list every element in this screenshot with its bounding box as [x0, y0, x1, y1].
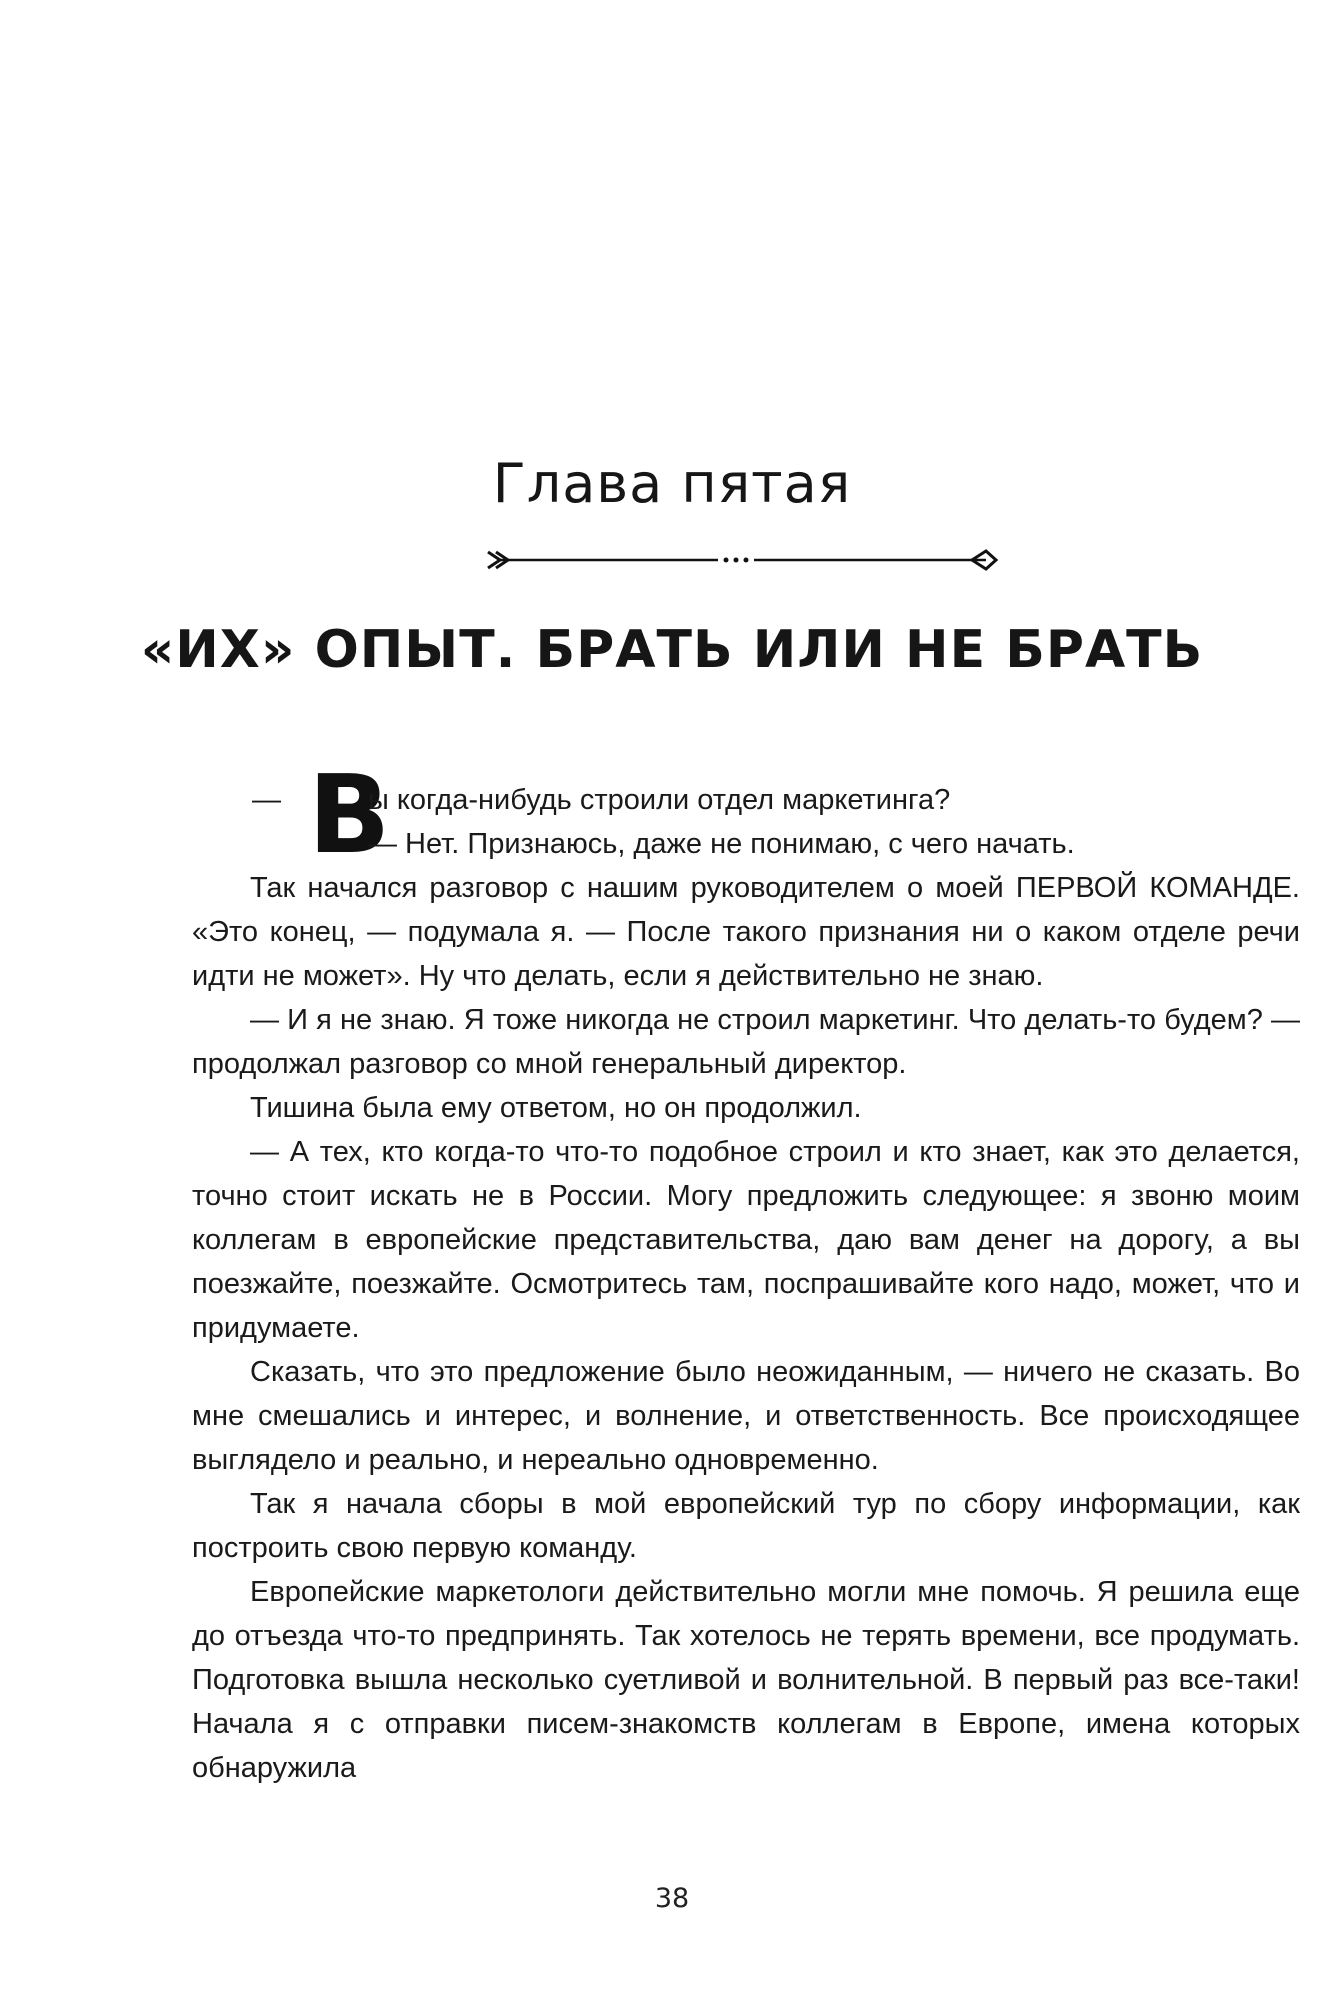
opening-line-2: — Нет. Признаюсь, даже не понимаю, с чего начать.	[368, 828, 1075, 860]
paragraph: — А тех, кто когда-то что-то подобное строил и кто знает, как это делается, точно стоит искать не в России. Могу предложить следующее: я звоню моим коллегам в европейские представительства, даю вам денег на дорогу, а вы поезжайте, поезжайте. Осмотритесь там, поспрашивайте кого надо, может, что и придумаете.	[192, 1136, 1300, 1344]
paragraph: — И я не знаю. Я тоже никогда не строил маркетинг. Что делать-то будем? — продолжал разговор со мной генеральный директор.	[192, 1004, 1300, 1080]
chapter-body	[192, 753, 1300, 1790]
paragraph: Европейские маркетологи действительно могли мне помочь. Я решила еще до отъезда что-то предпринять. Так хотелось не терять времени, все продумать. Подготовка вышла несколько суетливой и волнительной. В первый раз все-таки! Начала я с отправки писем-знакомств коллегам в Европе, имена которых обнаружила	[192, 1576, 1300, 1784]
chapter-title: «ИХ» ОПЫТ. БРАТЬ ИЛИ НЕ БРАТЬ	[140, 620, 1204, 680]
paragraph: Так я начала сборы в мой европейский тур по сбору информации, как построить свою первую команду.	[192, 1488, 1300, 1564]
drop-cap: В	[308, 753, 391, 878]
paragraph: Тишина была ему ответом, но он продолжил.	[250, 1092, 862, 1124]
paragraph: Так начался разговор с нашим руководителем о моей ПЕРВОЙ КОМАНДЕ. «Это конец, — подумала я. — После такого признания ни о каком отделе речи идти не может». Ну что делать, если я действительно не знаю.	[192, 872, 1300, 992]
arrow-divider-icon	[486, 540, 1000, 580]
chapter-label: Глава пятая	[492, 452, 852, 515]
opening-line-1: ы когда-нибудь строили отдел маркетинга?	[368, 784, 951, 816]
opening-dialogue	[192, 753, 1300, 878]
opening-dash: —	[252, 784, 281, 816]
paragraph: Сказать, что это предложение было неожиданным, — ничего не сказать. Во мне смешались и интерес, и волнение, и ответственность. Все происходящее выглядело и реально, и нереально одновременно.	[192, 1356, 1300, 1476]
page-number: 38	[654, 1883, 690, 1914]
